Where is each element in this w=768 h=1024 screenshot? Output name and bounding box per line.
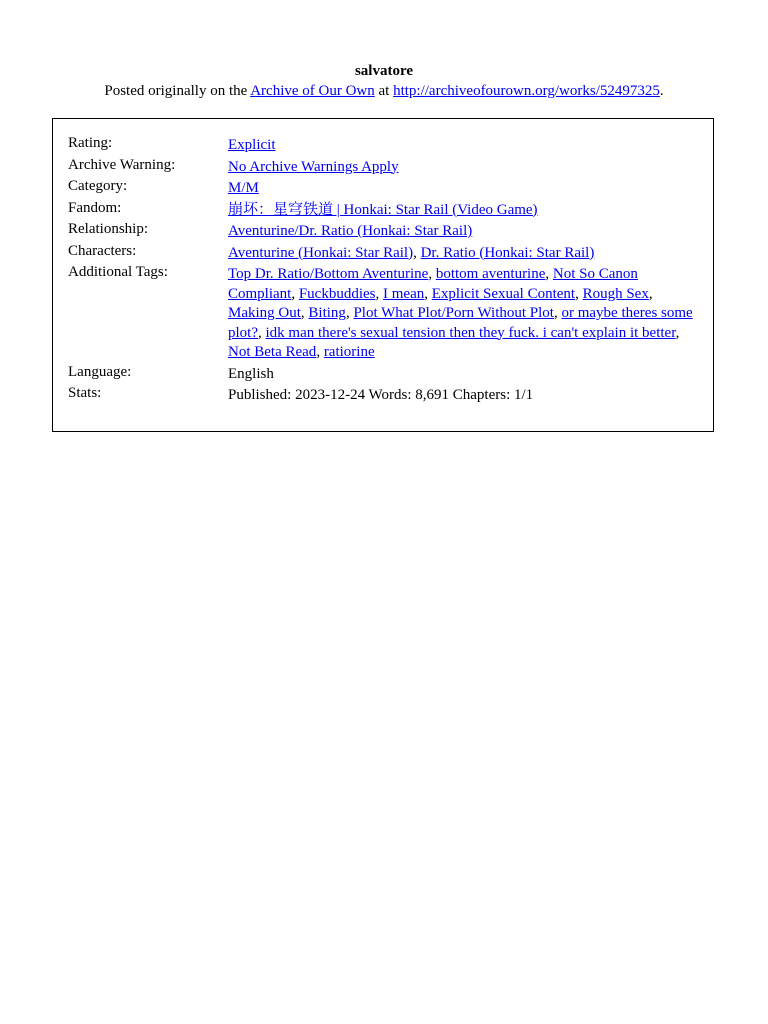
character-tag-link[interactable]: Aventurine (Honkai: Star Rail) [228,244,414,261]
meta-row-characters [68,244,698,266]
relationship-value [228,222,698,244]
characters-value: Aventurine (Honkai: Star Rail), Dr. Ratio (Honkai: Star Rail) [228,244,595,261]
tag-or-maybe-theres-some-plot[interactable]: or maybe theres some plot? [228,305,693,341]
fandom-tag-link[interactable]: 崩坏：星穹铁道 | Honkai: Star Rail (Video Game) [228,201,538,218]
stats-label: Stats: [68,385,102,401]
tag-fuckbuddies[interactable]: Fuckbuddies [298,285,376,302]
meta-row-stats [68,386,698,408]
posted-prefix: Posted originally on the [104,83,251,99]
tag-rough-sex[interactable]: Rough Sex [582,285,649,302]
additional-tags-value: Top Dr. Ratio/Bottom Aventurine, bottom aventurine, Not So Canon Compliant, Fuckbuddies, I mean, Explicit Sexual Content, Rough Sex, Making Out, Biting, Plot What Plot/Porn Without Plot, or maybe theres some plot?, idk man there's sexual tension then they fuck. i can't explain it better, Not Beta Read, ratiorine [228,266,693,360]
category-tag-link[interactable]: M/M [228,180,259,196]
rating-label: Rating: [68,135,113,151]
meta-row-additional-tags [68,265,698,365]
character-tag-link[interactable]: Dr. Ratio (Honkai: Star Rail) [420,244,595,261]
warning-label: Archive Warning: [68,156,176,173]
fandom-label: Fandom: [68,199,122,216]
metadata-table [68,136,698,408]
tag-idk-man-theres-sexual-tension-…[interactable]: idk man there's sexual tension then they fuck. i can't explain it better [265,324,676,341]
stats-value: Published: 2023-12-24 Words: 8,691 Chapters: 1/1 [228,387,534,403]
meta-row-relationship [68,222,698,244]
tag-biting[interactable]: Biting [308,305,346,321]
fandom-value [228,201,698,223]
tag-explicit-sexual-content[interactable]: Explicit Sexual Content [431,285,576,302]
tag-bottom-aventurine[interactable]: bottom aventurine [435,266,546,282]
archive-link[interactable]: Archive of Our Own [250,83,375,99]
at-text: at [374,83,394,99]
meta-row-rating [68,136,698,158]
tag-not-so-canon-compliant[interactable]: Not So Canon Compliant [228,266,638,302]
characters-label: Characters: [68,242,137,259]
relationship-tag-link[interactable]: Aventurine/Dr. Ratio (Honkai: Star Rail) [228,223,473,239]
tag-making-out[interactable]: Making Out [228,305,301,321]
relationship-label: Relationship: [68,221,148,237]
warning-value [228,158,698,180]
tag-ratiorine[interactable]: ratiorine [323,344,375,360]
work-header [0,62,768,101]
rating-tag-link[interactable]: Explicit [228,137,276,153]
meta-row-language [68,365,698,387]
category-value [228,179,698,201]
posted-line [0,82,768,101]
language-value: English [228,365,274,382]
tag-plot-what-plot[interactable]: Plot What Plot/Porn Without Plot [353,305,554,321]
meta-row-fandom [68,201,698,223]
language-label: Language: [68,363,132,380]
work-url-link[interactable]: http://archiveofourown.org/works/52497325 [393,83,660,99]
meta-row-category [68,179,698,201]
additional-tags-label: Additional Tags: [68,264,168,280]
category-label: Category: [68,178,128,194]
tag-not-beta-read[interactable]: Not Beta Read [228,344,317,360]
tag-i-mean[interactable]: I mean [383,285,425,302]
metadata-box [52,118,714,432]
rating-value [228,136,698,158]
tag-top-dr-ratio-bottom-aventurine[interactable]: Top Dr. Ratio/Bottom Aventurine [228,266,429,282]
end-punct: . [659,83,664,99]
meta-row-warning [68,158,698,180]
work-title: salvatore [354,63,414,79]
warning-tag-link[interactable]: No Archive Warnings Apply [228,158,399,175]
